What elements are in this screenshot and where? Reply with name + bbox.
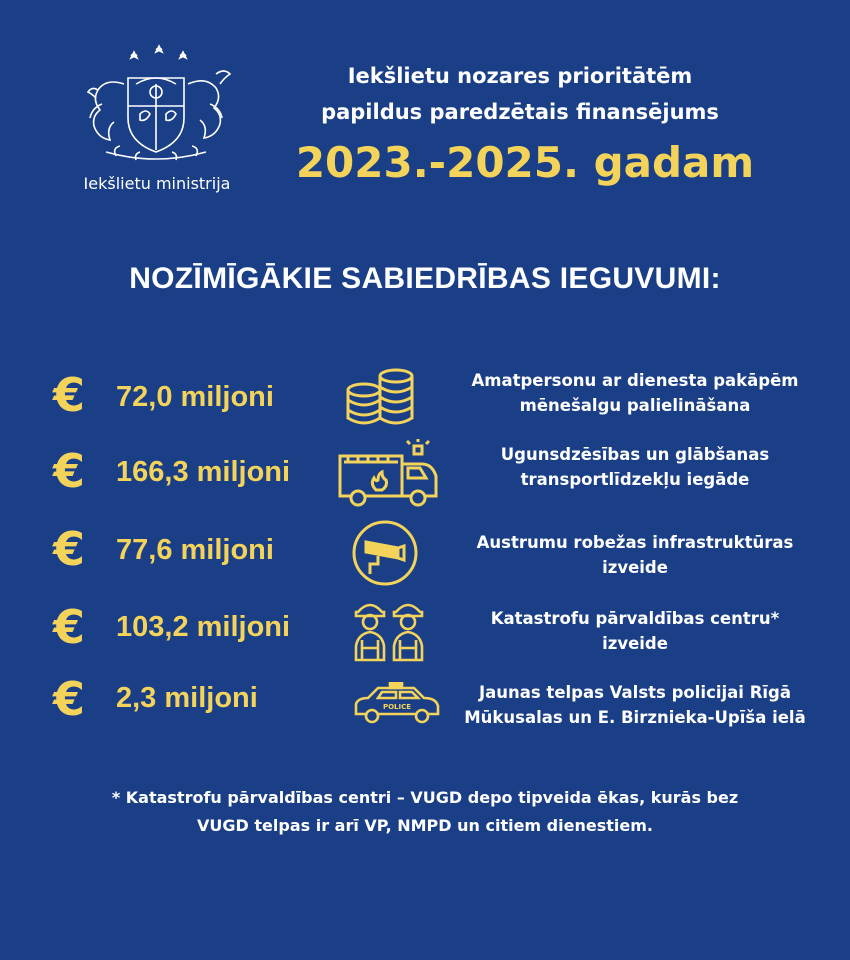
euro-icon: € [52,672,85,726]
desc-line-2: izveide [602,558,668,577]
firefighters-icon [352,596,432,662]
euro-icon: € [52,368,85,422]
benefit-row-salaries [0,366,850,436]
desc-line-2: transportlīdzekļu iegāde [520,470,750,489]
footnote [60,784,790,840]
desc-line-2: izveide [602,634,668,653]
benefit-description [445,442,825,492]
desc-line-1: Jaunas telpas Valsts policijai Rīgā [478,683,792,702]
title-line-1: Iekšlietu nozares prioritātēm [347,64,693,88]
police-label: POLICE [382,703,412,711]
benefit-row-disaster-centers [0,594,850,664]
desc-line-2: mēnešalgu palielināšana [519,396,751,415]
coat-of-arms-icon [76,44,236,169]
title-years: 2023.-2025. gadam [295,138,755,187]
amount: 2,3 miljoni [116,682,258,714]
amount: 77,6 miljoni [116,534,274,566]
benefit-row-police-premises [0,668,850,738]
amount: 103,2 miljoni [116,611,291,643]
benefit-description [445,606,825,656]
desc-line-1: Austrumu robežas infrastruktūras [476,533,794,552]
title-line-2: papildus paredzētais finansējums [321,100,719,124]
police-car-icon [352,682,442,726]
euro-icon: € [52,522,85,576]
desc-line-2: Mūkusalas un E. Birznieka-Upīša ielā [464,708,806,727]
benefit-description [445,530,825,580]
ministry-logo [62,44,252,204]
euro-icon: € [52,444,85,498]
desc-line-1: Ugunsdzēsības un glābšanas [500,445,770,464]
benefit-description [445,680,825,730]
benefit-row-border-infrastructure [0,518,850,588]
fire-truck-icon [336,438,442,508]
desc-line-1: Amatpersonu ar dienesta pakāpēm [471,371,799,390]
euro-icon: € [52,600,85,654]
logo-text: Iekšlietu ministrija [83,174,231,193]
security-camera-icon [350,518,420,588]
footnote-line-2: VUGD telpas ir arī VP, NMPD un citiem dienestiem. [197,816,653,835]
benefit-row-fire-trucks [0,438,850,508]
footnote-line-1: * Katastrofu pārvaldības centri – VUGD depo tipveida ēkas, kurās bez [111,788,739,807]
desc-line-1: Katastrofu pārvaldības centru* [490,609,780,628]
amount: 166,3 miljoni [116,456,291,488]
amount: 72,0 miljoni [116,381,274,413]
benefit-description [445,368,825,418]
section-heading: NOZĪMĪGĀKIE SABIEDRĪBAS IEGUVUMI: [129,262,721,295]
coins-icon [344,368,416,428]
